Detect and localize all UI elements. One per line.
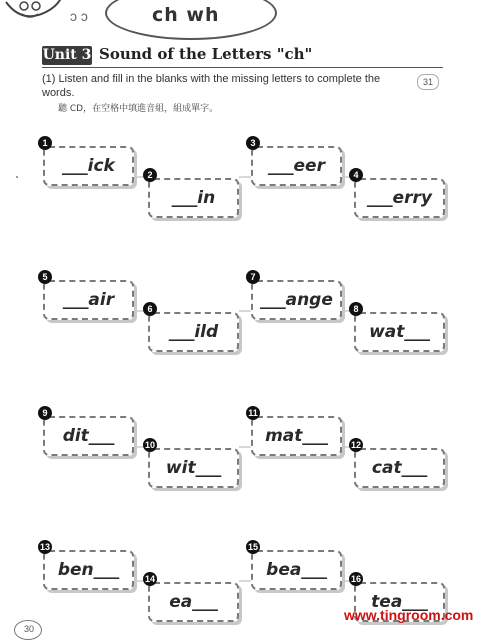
word-blank: ___ange [260, 290, 333, 310]
word-blank: mat___ [265, 426, 328, 446]
word-card [148, 582, 239, 622]
connector [239, 580, 251, 582]
margin-dot [16, 176, 18, 178]
word-card [354, 178, 445, 218]
instruction-chinese: 聽 CD，在空格中填進音組，組成單字。 [58, 104, 219, 114]
word-card [354, 312, 445, 352]
item-number: 12 [350, 440, 361, 450]
item-number: 15 [247, 542, 258, 552]
word-card [148, 178, 239, 218]
word-card [43, 146, 134, 186]
word-card [43, 416, 134, 456]
item-number: 4 [349, 168, 363, 182]
swirl-decoration: ↄ ↄ [70, 8, 88, 24]
item-number: 14 [144, 574, 155, 584]
site-watermark: www.tingroom.com [344, 607, 474, 623]
item-number: 13 [39, 542, 50, 552]
word-blank: ___eer [268, 156, 325, 176]
connector [239, 446, 251, 448]
word-card [354, 448, 445, 488]
word-blank: ___in [171, 188, 216, 208]
item-number: 9 [38, 406, 52, 420]
word-card [43, 550, 134, 590]
word-blank: ___ick [62, 156, 115, 176]
connector [239, 176, 251, 178]
item-number: 10 [144, 440, 155, 450]
page-number: 30 [24, 624, 35, 634]
word-card [43, 280, 134, 320]
word-card [148, 448, 239, 488]
item-number: 11 [246, 406, 260, 420]
item-number: 2 [143, 168, 157, 182]
word-blank: wat___ [369, 322, 430, 342]
word-blank: ___erry [367, 188, 432, 208]
word-card [251, 146, 342, 186]
track-number: 31 [417, 74, 439, 90]
item-number: 6 [143, 302, 157, 316]
item-number: 7 [246, 270, 260, 284]
title-rule [42, 67, 443, 68]
word-blank: tea___ [371, 592, 428, 612]
connector [239, 310, 251, 312]
unit-title: Sound of the Letters "ch" [99, 45, 313, 63]
word-blank: cat___ [371, 458, 428, 478]
instruction-text: (1) Listen and fill in the blanks with the missing letters to complete the words. [42, 73, 381, 99]
word-blank: bea___ [266, 560, 327, 580]
word-blank: dit___ [62, 426, 115, 446]
header-letters: ch wh [152, 4, 220, 26]
word-card [251, 280, 342, 320]
word-blank: ben___ [57, 560, 120, 580]
word-blank: wit___ [165, 458, 222, 478]
item-number: 16 [350, 574, 361, 584]
word-blank: ___ild [168, 322, 219, 342]
item-number: 8 [349, 302, 363, 316]
word-card [251, 416, 342, 456]
mascot-illustration [2, 0, 66, 24]
word-card [251, 550, 342, 590]
item-number: 1 [38, 136, 52, 150]
word-blank: ea___ [169, 592, 218, 612]
item-number: 3 [246, 136, 260, 150]
word-blank: ___air [62, 290, 115, 310]
word-card [148, 312, 239, 352]
item-number: 5 [38, 270, 52, 284]
unit-badge: Unit 3 [42, 47, 92, 63]
